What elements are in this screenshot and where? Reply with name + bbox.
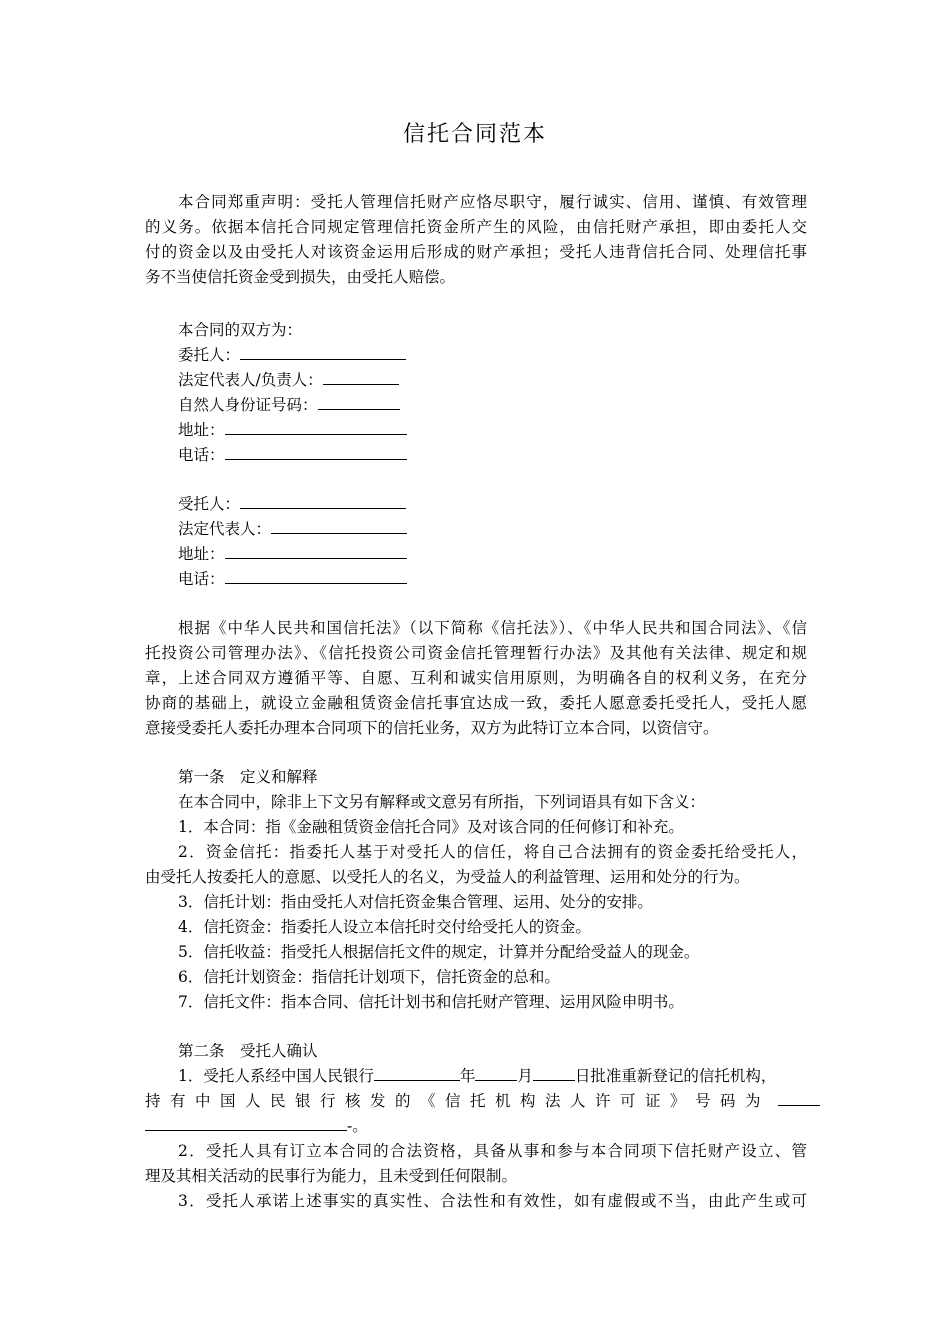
basis-line: 意接受委托人委托办理本合同项下的信托业务，双方为此特订立本合同，以资信守。 [145,719,719,737]
trustee-address-label: 地址： [178,545,225,563]
client-id-label: 自然人身份证号码： [178,396,318,414]
trustee-address-field [178,542,407,566]
client-address-blank[interactable] [225,418,407,435]
trustee-rep-label: 法定代表人： [178,520,272,538]
intro-line: 的义务。依据本信托合同规定管理信托资金所产生的风险，由信托财产承担，即由委托人交 [145,218,807,236]
article2-item1-suffix: 日批准重新登记的信托机构， [574,1067,777,1085]
trustee-rep-field [178,517,407,541]
year-label: 年 [459,1067,476,1085]
intro-line: 务不当使信托资金受到损失，由受托人赔偿。 [145,268,456,286]
article1-item: 1．本合同：指《金融租赁资金信托合同》及对该合同的任何修订和补充。 [178,818,684,836]
month-label: 月 [517,1067,533,1085]
trustee-phone-label: 电话： [178,570,225,588]
license-end: -。 [347,1117,368,1135]
basis-line: 协商的基础上，就设立金融租赁资金信托事宜达成一致，委托人愿意委托受托人，受托人愿 [145,694,807,712]
client-field [178,343,406,367]
article2-heading: 第二条 受托人确认 [178,1042,318,1060]
client-phone-label: 电话： [178,446,225,464]
article1-item: 6．信托计划资金：指信托计划项下，信托资金的总和。 [178,968,560,986]
article1-item: 7．信托文件：指本合同、信托计划书和信托财产管理、运用风险申明书。 [178,993,684,1011]
article2-item1-prefix: 1．受托人系经中国人民银行 [178,1067,374,1085]
client-id-field [178,393,400,417]
basis-line: 根据《中华人民共和国信托法》（以下简称《信托法》）、《中华人民共和国合同法》、《信 [178,619,807,637]
basis-line: 托投资公司管理办法》、《信托投资公司资金信托管理暂行办法》及其他有关法律、规定和规 [145,644,807,662]
client-rep-label: 法定代表人/负责人： [178,371,323,389]
trustee-phone-blank[interactable] [225,567,407,584]
trustee-phone-field [178,567,407,591]
article2-item: 2．受托人具有订立本合同的合法资格，具备从事和参与本合同项下信托财产设立、管 [178,1142,807,1160]
approval-blank[interactable] [374,1064,460,1081]
document-title: 信托合同范本 [402,122,547,147]
trustee-address-blank[interactable] [225,542,407,559]
intro-line: 付的资金以及由受托人对该资金运用后形成的财产承担；受托人违背信托合同、处理信托事 [145,243,807,261]
month-blank[interactable] [475,1064,517,1081]
parties-heading: 本合同的双方为： [178,321,303,339]
article1-item: 2．资金信托：指委托人基于对受托人的信任，将自己合法拥有的资金委托给受托人， [178,843,807,861]
article2-item: 理及其相关活动的民事行为能力，且未受到任何限制。 [145,1167,518,1185]
client-rep-blank[interactable] [323,368,399,385]
license-number-blank[interactable] [778,1089,820,1106]
trustee-blank[interactable] [240,492,406,509]
client-address-label: 地址： [178,421,225,439]
article2-item: 3．受托人承诺上述事实的真实性、合法性和有效性，如有虚假或不当，由此产生或可 [178,1192,807,1210]
trustee-field [178,492,406,516]
trustee-label: 受托人： [178,495,241,513]
article1-item: 4．信托资金：指委托人设立本信托时交付给受托人的资金。 [178,918,591,936]
client-id-blank[interactable] [318,393,400,410]
license-number-blank-cont[interactable] [145,1114,347,1131]
article1-item: 由受托人按委托人的意愿、以受托人的名义，为受益人的利益管理、运用和处分的行为。 [145,868,750,886]
article2-item1-line3 [145,1114,807,1138]
client-phone-field [178,443,407,467]
article1-intro: 在本合同中，除非上下文另有解释或文意另有所指，下列词语具有如下含义： [178,793,706,811]
intro-line: 本合同郑重声明：受托人管理信托财产应恪尽职守，履行诚实、信用、谨慎、有效管理 [178,193,807,211]
article1-item: 5．信托收益：指受托人根据信托文件的规定，计算并分配给受益人的现金。 [178,943,700,961]
client-phone-blank[interactable] [225,443,407,460]
client-label: 委托人： [178,346,241,364]
article1-item: 3．信托计划：指由受托人对信托资金集合管理、运用、处分的安排。 [178,893,653,911]
day-blank[interactable] [533,1064,575,1081]
client-address-field [178,418,407,442]
article2-item1-line2 [145,1089,807,1113]
client-blank[interactable] [240,343,406,360]
trustee-rep-blank[interactable] [271,517,407,534]
basis-line: 章，上述合同双方遵循平等、自愿、互利和诚实信用原则，为明确各自的权利义务，在充分 [145,669,807,687]
license-text: 持有中国人民银行核发的《信托机构法人许可证》号码为 [145,1092,771,1110]
article1-heading: 第一条 定义和解释 [178,768,318,786]
article2-item1-line1 [145,1064,807,1088]
client-rep-field [178,368,399,392]
